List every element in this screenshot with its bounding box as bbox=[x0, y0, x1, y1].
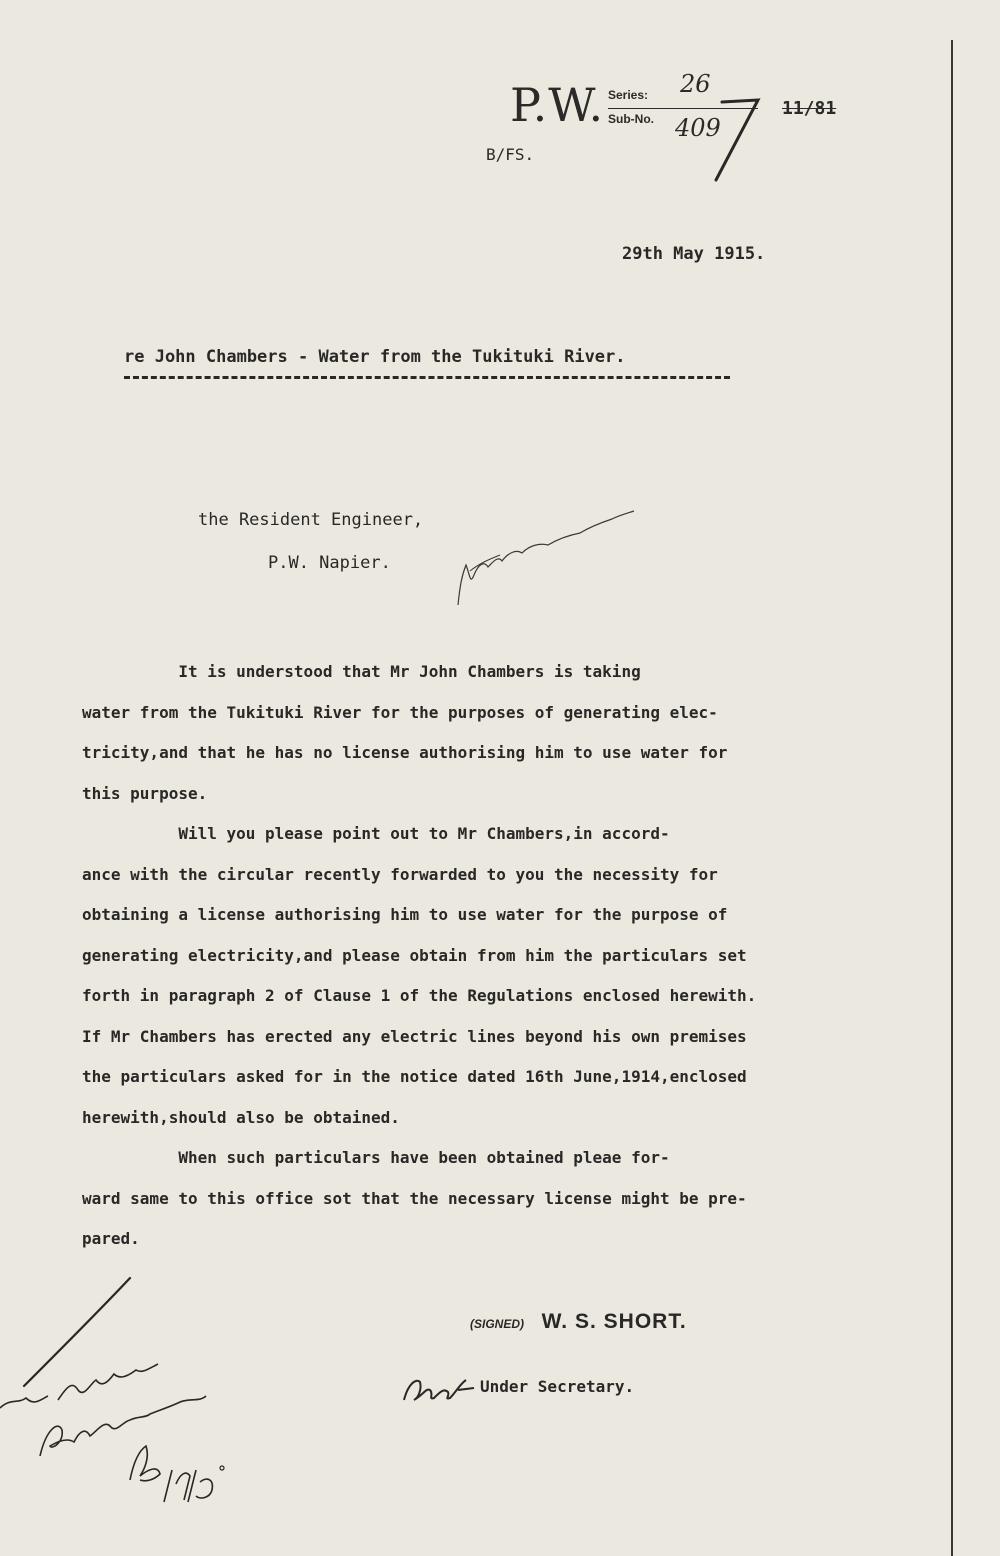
pw-stamp-letters: P.W. bbox=[510, 78, 605, 132]
handwritten-annotation bbox=[440, 505, 640, 615]
signatory-name: W. S. SHORT. bbox=[541, 1310, 687, 1333]
signature-line bbox=[470, 1310, 687, 1334]
body-paragraph-1: It is understood that Mr John Chambers is taking water from the Tukituki River for the purposes of generating elec- tricity,and that he has no license authorising him to use water for this purpose. bbox=[82, 662, 728, 803]
letter-body bbox=[82, 652, 942, 1260]
letter-date: 29th May 1915. bbox=[622, 244, 766, 264]
series-label: Series: bbox=[608, 88, 649, 102]
signatory-title: Under Secretary. bbox=[480, 1377, 635, 1396]
body-paragraph-3: When such particulars have been obtained pleae for- ward same to this office sot that the necessary license might be pre- pared. bbox=[82, 1148, 747, 1248]
addressee-line-2: P.W. Napier. bbox=[268, 553, 391, 573]
handwritten-margin-note bbox=[0, 1270, 300, 1510]
struck-reference: 11/81 bbox=[782, 98, 837, 119]
body-paragraph-2: Will you please point out to Mr Chambers,in accord- ance with the circular recently forwarded to you the necessity for obtaining a license authorising him to use water for the purpose of generating electricity,and please obtain from him the particulars set forth in paragraph 2 of Clause 1 of the Regulations enclosed herewith. If Mr Chambers has erected any electric lines beyond his own premises the particulars asked for in the notice dated 16th June,1914,enclosed herewith,should also be obtained. bbox=[82, 824, 757, 1127]
letter-subject: re John Chambers - Water from the Tukituki River. bbox=[124, 347, 626, 367]
addressee-line-1: the Resident Engineer, bbox=[198, 510, 424, 530]
series-number: 26 bbox=[680, 70, 711, 98]
handwritten-asst-mark bbox=[400, 1370, 480, 1410]
subject-underline bbox=[124, 376, 730, 379]
handwritten-slash bbox=[710, 88, 770, 188]
file-reference: B/FS. bbox=[486, 145, 535, 164]
margin-rule bbox=[951, 40, 953, 1556]
signed-label: (SIGNED) bbox=[470, 1317, 524, 1331]
sub-number-label: Sub-No. bbox=[608, 112, 654, 126]
file-stamp bbox=[510, 70, 870, 188]
sub-number: 409 bbox=[675, 114, 721, 142]
